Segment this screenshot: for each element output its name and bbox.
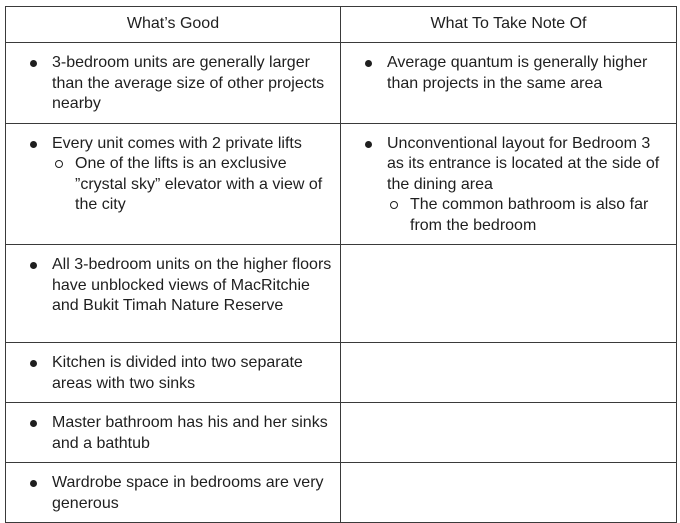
header-what-to-take-note-of: What To Take Note Of bbox=[341, 7, 677, 43]
good-cell bbox=[6, 463, 341, 523]
good-cell bbox=[6, 123, 341, 245]
sub-bullet-list bbox=[52, 154, 332, 216]
bullet-list bbox=[14, 413, 332, 454]
bullet-list bbox=[14, 353, 332, 394]
bullet-item bbox=[349, 53, 668, 94]
bullet-text: Wardrobe space in bedrooms are very generous bbox=[52, 474, 324, 512]
good-cell bbox=[6, 403, 341, 463]
good-cell bbox=[6, 43, 341, 124]
bullet-item bbox=[14, 473, 332, 514]
sub-bullet-text: One of the lifts is an exclusive ”crystal sky” elevator with a view of the city bbox=[75, 155, 323, 213]
table-row bbox=[6, 245, 677, 343]
sub-bullet-text: The common bathroom is also far from the bedroom bbox=[410, 196, 649, 234]
table-row bbox=[6, 463, 677, 523]
sub-bullet-item bbox=[52, 154, 332, 216]
bullet-list bbox=[349, 134, 668, 237]
note-cell-empty bbox=[341, 245, 677, 343]
note-cell-empty bbox=[341, 463, 677, 523]
header-row bbox=[6, 7, 677, 43]
bullet-list bbox=[14, 134, 332, 216]
good-cell bbox=[6, 343, 341, 403]
bullet-item bbox=[14, 413, 332, 454]
table-row bbox=[6, 343, 677, 403]
bullet-item bbox=[14, 134, 332, 216]
note-cell bbox=[341, 43, 677, 124]
bullet-item bbox=[349, 134, 668, 237]
bullet-text: Unconventional layout for Bedroom 3 as its entrance is located at the side of the dining area bbox=[387, 134, 660, 193]
bullet-item bbox=[14, 255, 332, 317]
bullet-text: Every unit comes with 2 private lifts bbox=[52, 134, 302, 152]
table-row bbox=[6, 123, 677, 245]
bullet-text: Kitchen is divided into two separate areas with two sinks bbox=[52, 354, 303, 392]
bullet-text: Master bathroom has his and her sinks and a bathtub bbox=[52, 414, 328, 452]
bullet-text: All 3-bedroom units on the higher floors have unblocked views of MacRitchie and Bukit Timah Nature Reserve bbox=[52, 256, 332, 314]
bullet-list bbox=[14, 473, 332, 514]
sub-bullet-list bbox=[387, 195, 668, 236]
bullet-list bbox=[349, 53, 668, 94]
note-cell-empty bbox=[341, 343, 677, 403]
bullet-item bbox=[14, 53, 332, 115]
bullet-item bbox=[14, 353, 332, 394]
note-cell bbox=[341, 123, 677, 245]
bullet-list bbox=[14, 53, 332, 115]
header-whats-good: What’s Good bbox=[6, 7, 341, 43]
note-cell-empty bbox=[341, 403, 677, 463]
table-row bbox=[6, 403, 677, 463]
pros-cons-table bbox=[5, 6, 677, 523]
good-cell bbox=[6, 245, 341, 343]
bullet-text: 3-bedroom units are generally larger than the average size of other projects nearby bbox=[52, 54, 325, 112]
table-row bbox=[6, 43, 677, 124]
bullet-list bbox=[14, 255, 332, 317]
sub-bullet-item bbox=[387, 195, 668, 236]
bullet-text: Average quantum is generally higher than projects in the same area bbox=[387, 54, 648, 92]
